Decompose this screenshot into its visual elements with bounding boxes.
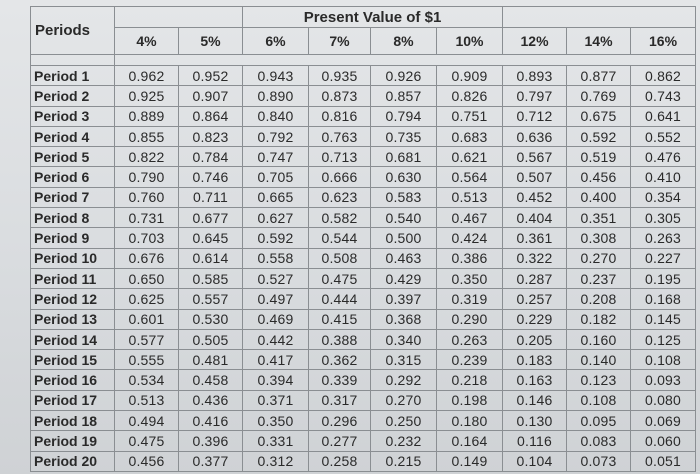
value-cell: 0.452 — [503, 187, 567, 207]
value-cell: 0.935 — [309, 66, 371, 86]
value-cell: 0.463 — [371, 248, 437, 268]
value-cell: 0.093 — [631, 370, 696, 390]
value-cell: 0.513 — [437, 187, 503, 207]
value-cell: 0.751 — [437, 106, 503, 126]
table-row — [31, 431, 696, 451]
value-cell: 0.645 — [179, 228, 243, 248]
rate-header-row — [31, 28, 696, 55]
row-label: Period 2 — [31, 86, 115, 106]
row-label: Period 11 — [31, 268, 115, 288]
value-cell: 0.208 — [567, 289, 631, 309]
value-cell: 0.577 — [115, 329, 179, 349]
value-cell: 0.083 — [567, 431, 631, 451]
table-row — [31, 289, 696, 309]
value-cell: 0.763 — [309, 126, 371, 146]
table-row — [31, 126, 696, 146]
value-cell: 0.592 — [567, 126, 631, 146]
value-cell: 0.180 — [437, 411, 503, 431]
value-cell: 0.909 — [437, 66, 503, 86]
value-cell: 0.308 — [567, 228, 631, 248]
table-row — [31, 329, 696, 349]
value-cell: 0.237 — [567, 268, 631, 288]
value-cell: 0.371 — [243, 390, 309, 410]
value-cell: 0.792 — [243, 126, 309, 146]
value-cell: 0.351 — [567, 208, 631, 228]
row-label: Period 18 — [31, 411, 115, 431]
value-cell: 0.125 — [631, 329, 696, 349]
value-cell: 0.943 — [243, 66, 309, 86]
value-cell: 0.145 — [631, 309, 696, 329]
value-cell: 0.926 — [371, 66, 437, 86]
table-body — [31, 7, 696, 472]
value-cell: 0.636 — [503, 126, 567, 146]
value-cell: 0.555 — [115, 350, 179, 370]
value-cell: 0.442 — [243, 329, 309, 349]
value-cell: 0.497 — [243, 289, 309, 309]
value-cell: 0.400 — [567, 187, 631, 207]
table-row — [31, 309, 696, 329]
row-label: Period 19 — [31, 431, 115, 451]
value-cell: 0.505 — [179, 329, 243, 349]
value-cell: 0.592 — [243, 228, 309, 248]
value-cell: 0.396 — [179, 431, 243, 451]
value-cell: 0.627 — [243, 208, 309, 228]
row-label: Period 12 — [31, 289, 115, 309]
value-cell: 0.388 — [309, 329, 371, 349]
value-cell: 0.925 — [115, 86, 179, 106]
value-cell: 0.527 — [243, 268, 309, 288]
value-cell: 0.735 — [371, 126, 437, 146]
value-cell: 0.263 — [437, 329, 503, 349]
value-cell: 0.108 — [567, 390, 631, 410]
rate-header-4: 7% — [309, 28, 371, 55]
value-cell: 0.952 — [179, 66, 243, 86]
value-cell: 0.080 — [631, 390, 696, 410]
value-cell: 0.417 — [243, 350, 309, 370]
value-cell: 0.494 — [115, 411, 179, 431]
value-cell: 0.585 — [179, 268, 243, 288]
value-cell: 0.232 — [371, 431, 437, 451]
value-cell: 0.386 — [437, 248, 503, 268]
value-cell: 0.368 — [371, 309, 437, 329]
table-title: Present Value of $1 — [243, 7, 503, 28]
value-cell: 0.290 — [437, 309, 503, 329]
table-row — [31, 411, 696, 431]
value-cell: 0.540 — [371, 208, 437, 228]
value-cell: 0.711 — [179, 187, 243, 207]
value-cell: 0.467 — [437, 208, 503, 228]
value-cell: 0.069 — [631, 411, 696, 431]
value-cell: 0.163 — [503, 370, 567, 390]
periods-header: Periods — [31, 7, 115, 55]
value-cell: 0.890 — [243, 86, 309, 106]
row-label: Period 4 — [31, 126, 115, 146]
table-row — [31, 86, 696, 106]
table-row — [31, 268, 696, 288]
table-row — [31, 390, 696, 410]
value-cell: 0.769 — [567, 86, 631, 106]
rate-header-3: 6% — [243, 28, 309, 55]
value-cell: 0.095 — [567, 411, 631, 431]
value-cell: 0.377 — [179, 451, 243, 471]
value-cell: 0.630 — [371, 167, 437, 187]
value-cell: 0.760 — [115, 187, 179, 207]
present-value-table — [30, 6, 696, 472]
value-cell: 0.258 — [309, 451, 371, 471]
table-row — [31, 66, 696, 86]
title-spacer-left — [115, 7, 243, 28]
value-cell: 0.149 — [437, 451, 503, 471]
value-cell: 0.508 — [309, 248, 371, 268]
value-cell: 0.361 — [503, 228, 567, 248]
row-label: Period 7 — [31, 187, 115, 207]
table-row — [31, 228, 696, 248]
value-cell: 0.051 — [631, 451, 696, 471]
table-row — [31, 370, 696, 390]
value-cell: 0.877 — [567, 66, 631, 86]
value-cell: 0.183 — [503, 350, 567, 370]
value-cell: 0.873 — [309, 86, 371, 106]
value-cell: 0.552 — [631, 126, 696, 146]
value-cell: 0.404 — [503, 208, 567, 228]
value-cell: 0.229 — [503, 309, 567, 329]
value-cell: 0.614 — [179, 248, 243, 268]
value-cell: 0.623 — [309, 187, 371, 207]
row-label: Period 15 — [31, 350, 115, 370]
value-cell: 0.424 — [437, 228, 503, 248]
value-cell: 0.534 — [115, 370, 179, 390]
value-cell: 0.784 — [179, 147, 243, 167]
table-row — [31, 167, 696, 187]
value-cell: 0.263 — [631, 228, 696, 248]
rate-header-7: 12% — [503, 28, 567, 55]
rate-header-2: 5% — [179, 28, 243, 55]
value-cell: 0.794 — [371, 106, 437, 126]
value-cell: 0.513 — [115, 390, 179, 410]
value-cell: 0.108 — [631, 350, 696, 370]
value-cell: 0.287 — [503, 268, 567, 288]
value-cell: 0.475 — [115, 431, 179, 451]
row-label: Period 13 — [31, 309, 115, 329]
value-cell: 0.319 — [437, 289, 503, 309]
value-cell: 0.227 — [631, 248, 696, 268]
value-cell: 0.743 — [631, 86, 696, 106]
value-cell: 0.104 — [503, 451, 567, 471]
value-cell: 0.340 — [371, 329, 437, 349]
value-cell: 0.250 — [371, 411, 437, 431]
value-cell: 0.907 — [179, 86, 243, 106]
value-cell: 0.146 — [503, 390, 567, 410]
value-cell: 0.315 — [371, 350, 437, 370]
value-cell: 0.060 — [631, 431, 696, 451]
value-cell: 0.864 — [179, 106, 243, 126]
value-cell: 0.198 — [437, 390, 503, 410]
value-cell: 0.182 — [567, 309, 631, 329]
value-cell: 0.677 — [179, 208, 243, 228]
value-cell: 0.822 — [115, 147, 179, 167]
value-cell: 0.530 — [179, 309, 243, 329]
row-label: Period 9 — [31, 228, 115, 248]
value-cell: 0.350 — [243, 411, 309, 431]
value-cell: 0.676 — [115, 248, 179, 268]
rate-header-9: 16% — [631, 28, 696, 55]
row-label: Period 6 — [31, 167, 115, 187]
value-cell: 0.239 — [437, 350, 503, 370]
rate-header-1: 4% — [115, 28, 179, 55]
value-cell: 0.160 — [567, 329, 631, 349]
row-label: Period 3 — [31, 106, 115, 126]
value-cell: 0.823 — [179, 126, 243, 146]
value-cell: 0.168 — [631, 289, 696, 309]
value-cell: 0.582 — [309, 208, 371, 228]
value-cell: 0.747 — [243, 147, 309, 167]
value-cell: 0.481 — [179, 350, 243, 370]
title-spacer-right — [503, 7, 696, 28]
value-cell: 0.705 — [243, 167, 309, 187]
row-label: Period 1 — [31, 66, 115, 86]
value-cell: 0.257 — [503, 289, 567, 309]
value-cell: 0.675 — [567, 106, 631, 126]
title-row — [31, 7, 696, 28]
value-cell: 0.840 — [243, 106, 309, 126]
table-row — [31, 147, 696, 167]
value-cell: 0.436 — [179, 390, 243, 410]
gap-row — [31, 55, 696, 66]
value-cell: 0.456 — [567, 167, 631, 187]
value-cell: 0.444 — [309, 289, 371, 309]
rate-header-5: 8% — [371, 28, 437, 55]
table-row — [31, 208, 696, 228]
value-cell: 0.292 — [371, 370, 437, 390]
value-cell: 0.962 — [115, 66, 179, 86]
gap-cell — [115, 55, 696, 66]
value-cell: 0.500 — [371, 228, 437, 248]
row-label: Period 14 — [31, 329, 115, 349]
value-cell: 0.621 — [437, 147, 503, 167]
value-cell: 0.339 — [309, 370, 371, 390]
value-cell: 0.857 — [371, 86, 437, 106]
value-cell: 0.683 — [437, 126, 503, 146]
value-cell: 0.507 — [503, 167, 567, 187]
value-cell: 0.195 — [631, 268, 696, 288]
value-cell: 0.362 — [309, 350, 371, 370]
value-cell: 0.797 — [503, 86, 567, 106]
value-cell: 0.140 — [567, 350, 631, 370]
value-cell: 0.073 — [567, 451, 631, 471]
value-cell: 0.557 — [179, 289, 243, 309]
value-cell: 0.350 — [437, 268, 503, 288]
row-label: Period 5 — [31, 147, 115, 167]
value-cell: 0.583 — [371, 187, 437, 207]
value-cell: 0.816 — [309, 106, 371, 126]
value-cell: 0.305 — [631, 208, 696, 228]
value-cell: 0.331 — [243, 431, 309, 451]
value-cell: 0.476 — [631, 147, 696, 167]
value-cell: 0.296 — [309, 411, 371, 431]
value-cell: 0.862 — [631, 66, 696, 86]
rate-header-6: 10% — [437, 28, 503, 55]
value-cell: 0.277 — [309, 431, 371, 451]
value-cell: 0.893 — [503, 66, 567, 86]
value-cell: 0.712 — [503, 106, 567, 126]
value-cell: 0.746 — [179, 167, 243, 187]
row-label: Period 20 — [31, 451, 115, 471]
value-cell: 0.354 — [631, 187, 696, 207]
value-cell: 0.416 — [179, 411, 243, 431]
value-cell: 0.703 — [115, 228, 179, 248]
value-cell: 0.469 — [243, 309, 309, 329]
value-cell: 0.458 — [179, 370, 243, 390]
value-cell: 0.666 — [309, 167, 371, 187]
table-row — [31, 451, 696, 471]
value-cell: 0.519 — [567, 147, 631, 167]
value-cell: 0.681 — [371, 147, 437, 167]
value-cell: 0.558 — [243, 248, 309, 268]
value-cell: 0.544 — [309, 228, 371, 248]
value-cell: 0.564 — [437, 167, 503, 187]
value-cell: 0.215 — [371, 451, 437, 471]
value-cell: 0.205 — [503, 329, 567, 349]
value-cell: 0.410 — [631, 167, 696, 187]
value-cell: 0.397 — [371, 289, 437, 309]
value-cell: 0.164 — [437, 431, 503, 451]
row-label: Period 17 — [31, 390, 115, 410]
value-cell: 0.322 — [503, 248, 567, 268]
value-cell: 0.889 — [115, 106, 179, 126]
value-cell: 0.601 — [115, 309, 179, 329]
value-cell: 0.218 — [437, 370, 503, 390]
value-cell: 0.116 — [503, 431, 567, 451]
value-cell: 0.475 — [309, 268, 371, 288]
value-cell: 0.855 — [115, 126, 179, 146]
value-cell: 0.790 — [115, 167, 179, 187]
value-cell: 0.394 — [243, 370, 309, 390]
value-cell: 0.123 — [567, 370, 631, 390]
table-row — [31, 187, 696, 207]
value-cell: 0.317 — [309, 390, 371, 410]
value-cell: 0.567 — [503, 147, 567, 167]
rate-header-8: 14% — [567, 28, 631, 55]
value-cell: 0.270 — [567, 248, 631, 268]
row-label: Period 16 — [31, 370, 115, 390]
value-cell: 0.650 — [115, 268, 179, 288]
value-cell: 0.270 — [371, 390, 437, 410]
row-label: Period 8 — [31, 208, 115, 228]
table-row — [31, 248, 696, 268]
value-cell: 0.731 — [115, 208, 179, 228]
value-cell: 0.130 — [503, 411, 567, 431]
value-cell: 0.826 — [437, 86, 503, 106]
value-cell: 0.415 — [309, 309, 371, 329]
value-cell: 0.665 — [243, 187, 309, 207]
value-cell: 0.625 — [115, 289, 179, 309]
table-row — [31, 106, 696, 126]
gap-cell — [31, 55, 115, 66]
value-cell: 0.713 — [309, 147, 371, 167]
value-cell: 0.429 — [371, 268, 437, 288]
value-cell: 0.641 — [631, 106, 696, 126]
value-cell: 0.312 — [243, 451, 309, 471]
row-label: Period 10 — [31, 248, 115, 268]
table-row — [31, 350, 696, 370]
value-cell: 0.456 — [115, 451, 179, 471]
